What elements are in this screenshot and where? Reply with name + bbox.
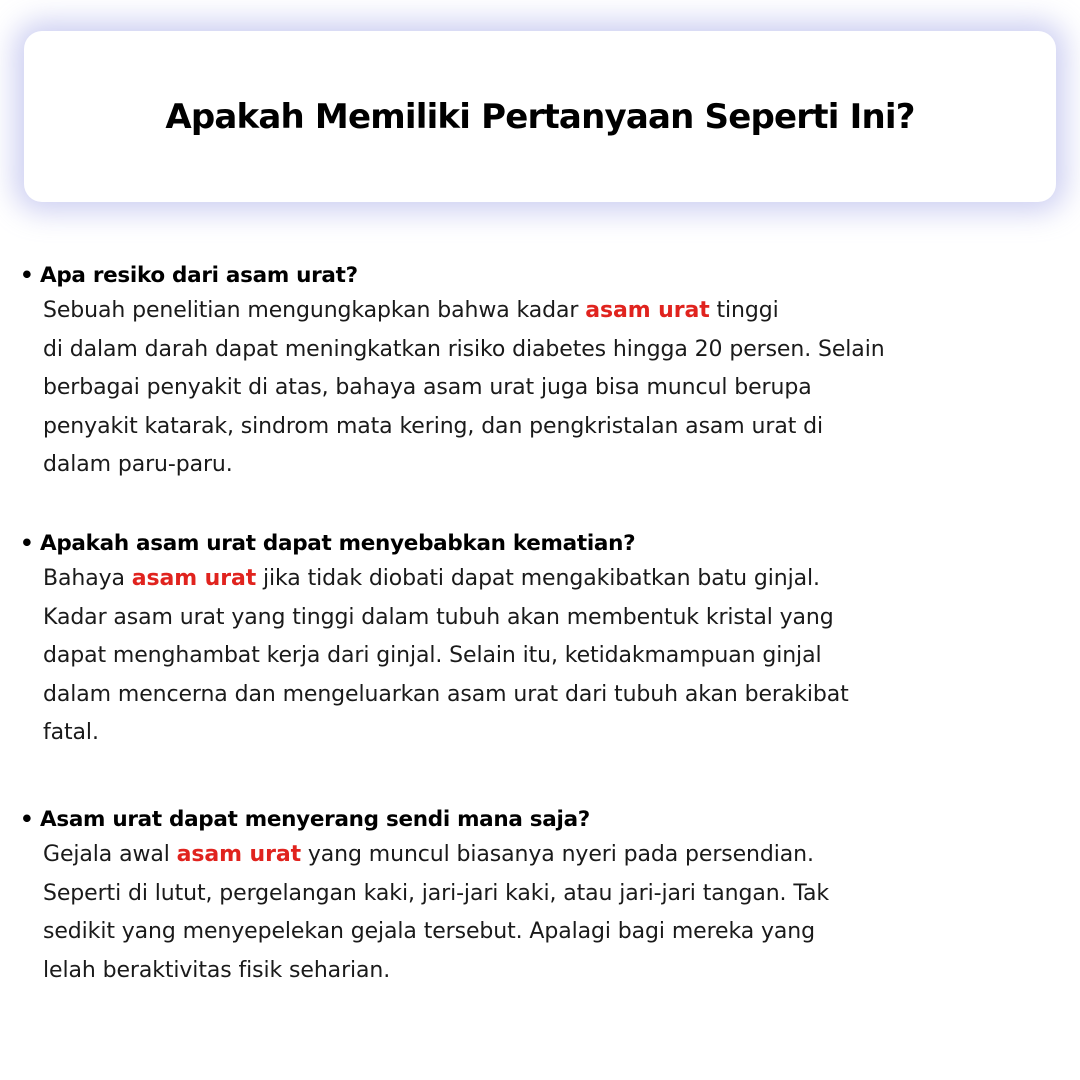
faq-answer bbox=[43, 560, 1065, 753]
faq-answer bbox=[43, 836, 1065, 990]
highlight-keyword: asam urat bbox=[131, 566, 257, 591]
faq-item-death bbox=[20, 528, 1065, 753]
faq-answer bbox=[43, 292, 1065, 485]
answer-line: berbagai penyakit di atas, bahaya asam urat juga bisa muncul berupa bbox=[43, 375, 812, 400]
answer-text: Sebuah penelitian mengungkapkan bahwa kadar bbox=[43, 298, 586, 323]
answer-text: yang muncul biasanya nyeri pada persendian. bbox=[300, 842, 814, 867]
answer-text: jika tidak diobati dapat mengakibatkan batu ginjal. bbox=[256, 566, 820, 591]
faq-question bbox=[20, 260, 1065, 292]
bullet-icon: • bbox=[20, 263, 34, 288]
answer-text: Bahaya bbox=[43, 566, 132, 591]
faq-question bbox=[20, 528, 1065, 560]
header-card bbox=[24, 31, 1056, 202]
faq-item-risks bbox=[20, 260, 1065, 485]
faq-question-text: Apa resiko dari asam urat? bbox=[40, 263, 358, 288]
faq-item-joints bbox=[20, 804, 1065, 990]
answer-line: Kadar asam urat yang tinggi dalam tubuh akan membentuk kristal yang bbox=[43, 604, 834, 630]
answer-line: lelah beraktivitas fisik seharian. bbox=[43, 957, 391, 983]
answer-line: penyakit katarak, sindrom mata kering, dan pengkristalan asam urat di bbox=[43, 413, 823, 439]
answer-line: fatal. bbox=[43, 720, 99, 745]
highlight-keyword: asam urat bbox=[585, 298, 710, 323]
answer-text: Gejala awal bbox=[43, 842, 177, 867]
answer-line bbox=[43, 836, 1065, 875]
answer-text: tinggi bbox=[709, 298, 779, 323]
faq-question-text: Apakah asam urat dapat menyebabkan kematian? bbox=[40, 531, 636, 556]
bullet-icon: • bbox=[20, 807, 34, 832]
bullet-icon: • bbox=[20, 531, 34, 556]
answer-line: di dalam darah dapat meningkatkan risiko diabetes hingga 20 persen. Selain bbox=[43, 336, 885, 362]
highlight-keyword: asam urat bbox=[176, 842, 301, 867]
answer-line bbox=[43, 292, 1065, 331]
answer-line bbox=[43, 560, 1065, 599]
faq-question-text: Asam urat dapat menyerang sendi mana saja? bbox=[40, 807, 590, 832]
answer-line: dapat menghambat kerja dari ginjal. Selain itu, ketidakmampuan ginjal bbox=[43, 643, 822, 668]
answer-line: sedikit yang menyepelekan gejala tersebut. Apalagi bagi mereka yang bbox=[43, 919, 816, 944]
faq-question bbox=[20, 804, 1065, 836]
answer-line: Seperti di lutut, pergelangan kaki, jari-jari kaki, atau jari-jari tangan. Tak bbox=[43, 880, 830, 906]
page-title: Apakah Memiliki Pertanyaan Seperti Ini? bbox=[165, 96, 915, 137]
answer-line: dalam mencerna dan mengeluarkan asam urat dari tubuh akan berakibat bbox=[43, 681, 849, 707]
answer-line: dalam paru-paru. bbox=[43, 452, 233, 477]
